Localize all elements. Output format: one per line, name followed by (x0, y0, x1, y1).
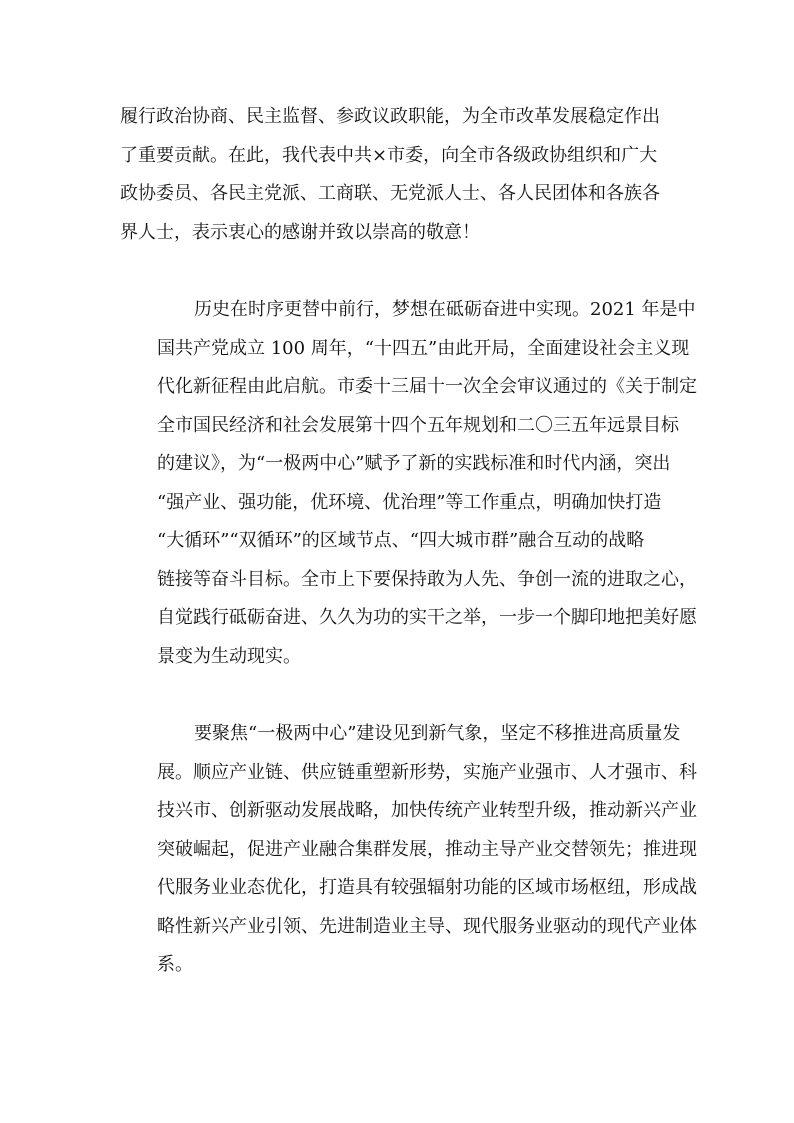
text-line: 的建议》，为“一极两中心”赋予了新的实践标准和时代内涵，突出 (157, 453, 671, 474)
document-body (120, 98, 697, 985)
text-line: 全市国民经济和社会发展第十四个五年规划和二〇三五年远景目标 (157, 414, 679, 436)
text-line: 景变为生动现实。 (157, 645, 301, 667)
text-line: 历史在时序更替中前行，梦想在砥砺奋进中实现。2021 年是中 (194, 299, 696, 320)
text-line: “大循环”“双循环”的区域节点、“四大城市群”融合互动的战略 (157, 530, 645, 551)
text-line: 自觉践行砥砺奋进、久久为功的实干之举，一步一个脚印地把美好愿 (157, 607, 697, 628)
text-line: 代服务业业态优化，打造具有较强辐射功能的区域市场枢纽，形成战 (157, 877, 697, 898)
text-line: 链接等奋斗目标。全市上下要保持敢为人先、争创一流的进取之心， (157, 568, 697, 590)
text-line: 系。 (157, 954, 193, 975)
paragraph-2 (120, 291, 697, 676)
paragraph-3 (120, 715, 697, 985)
text-line: 国共产党成立 100 周年，“十四五”由此开局，全面建设社会主义现 (157, 337, 690, 359)
text-line: 展。顺应产业链、供应链重塑新形势，实施产业强市、人才强市、科 (157, 761, 697, 783)
text-line: 突破崛起，促进产业融合集群发展，推动主导产业交替领先；推进现 (157, 838, 697, 860)
paragraph-1 (120, 98, 680, 252)
text-line: 略性新兴产业引领、先进制造业主导、现代服务业驱动的现代产业体 (157, 915, 697, 937)
text-line: 了重要贡献。在此，我代表中共×市委，向全市各级政协组织和广大 (120, 144, 658, 166)
text-line: 要聚焦“一极两中心”建设见到新气象，坚定不移推进高质量发 (194, 723, 681, 744)
text-line: 界人士，表示衷心的感谢并致以崇高的敬意！ (120, 221, 480, 243)
text-line: 政协委员、各民主党派、工商联、无党派人士、各人民团体和各族各 (120, 183, 660, 204)
text-line: 代化新征程由此启航。市委十三届十一次全会审议通过的《关于制定 (157, 376, 697, 397)
text-line: “强产业、强功能，优环境、优治理”等工作重点，明确加快打造 (157, 491, 662, 513)
text-line: 技兴市、创新驱动发展战略，加快传统产业转型升级，推动新兴产业 (157, 800, 697, 821)
text-line: 履行政治协商、民主监督、参政议政职能，为全市改革发展稳定作出 (120, 106, 660, 127)
